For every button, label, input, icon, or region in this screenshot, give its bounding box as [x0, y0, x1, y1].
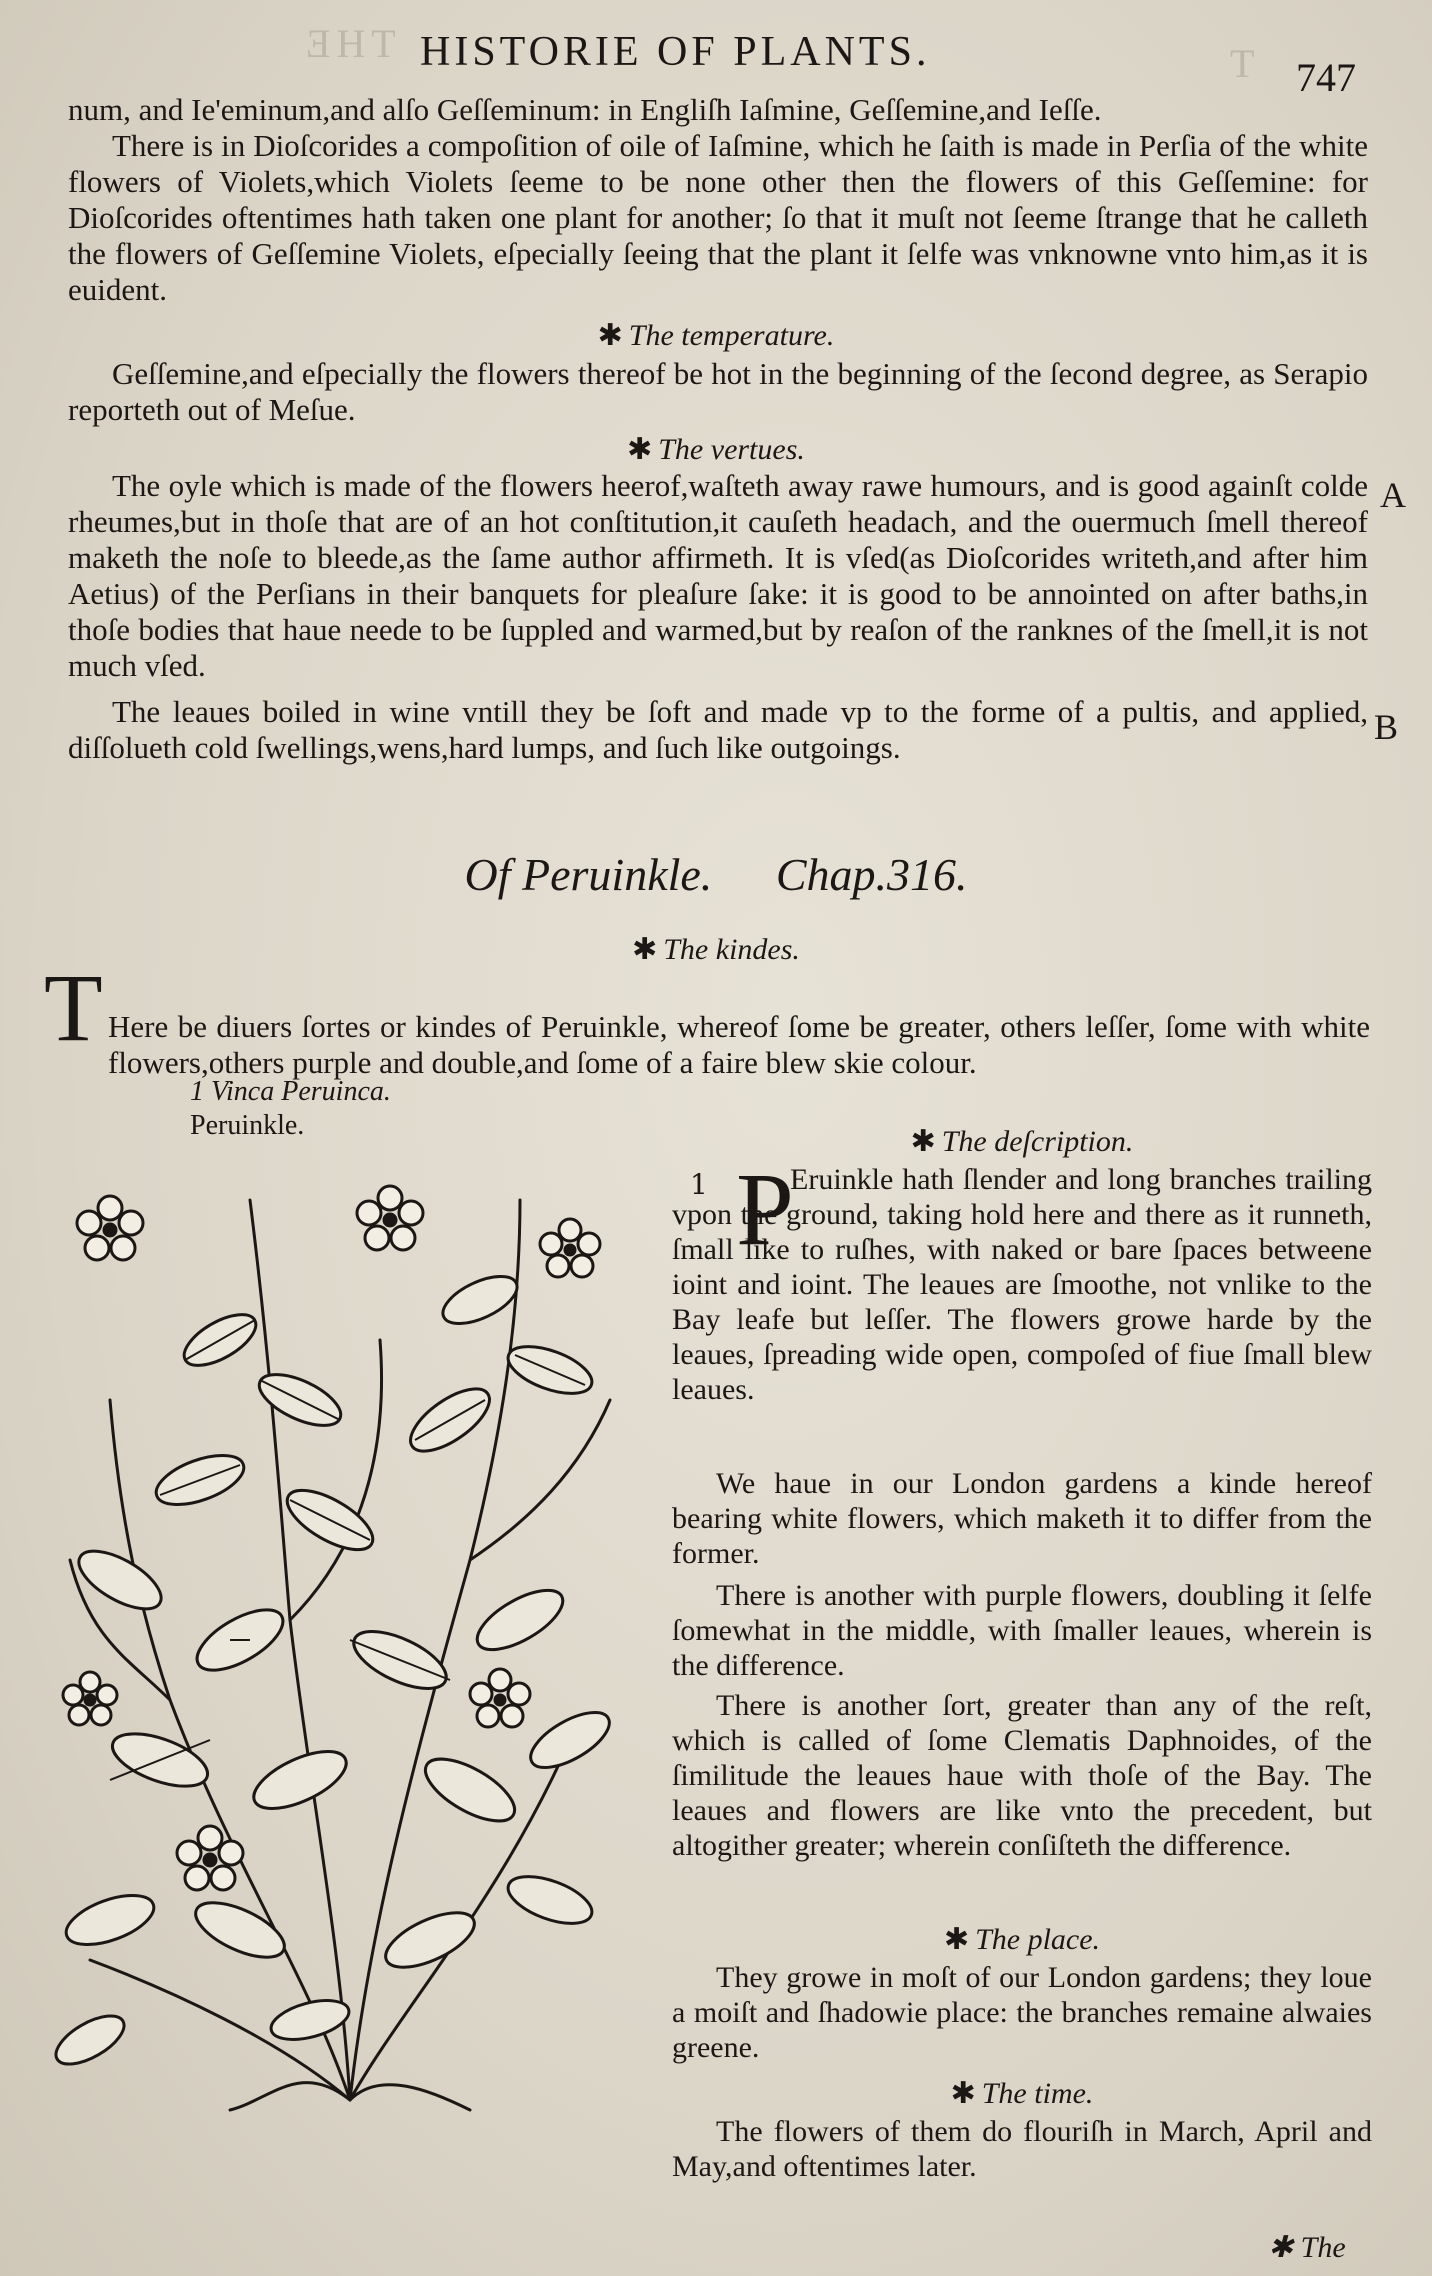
figure-english-name: Peruinkle. — [190, 1110, 305, 1141]
margin-letter-b: B — [1374, 707, 1399, 747]
chapter-title — [0, 848, 1432, 901]
continued-line: num, and Ie'eminum,and alſo Geſſeminum: in Engliſh Iaſmine, Geſſemine,and Ieſſe. — [68, 92, 1102, 127]
vertues-heading: ✱ The vertues. — [627, 433, 805, 466]
margin-letter-a: A — [1380, 475, 1406, 515]
kindes-heading: ✱ The kindes. — [632, 933, 800, 966]
temperature-heading: ✱ The temperature. — [597, 319, 835, 352]
drop-cap-t: T — [44, 954, 103, 1061]
description-paragraph-1: Eruinkle hath ſlender and long branches trailing vpon the ground, taking hold here and there as it runneth, ſmall like to ruſhes, with naked or bare ſpaces betweene ioint and ioint. The leaues are ſmoothe, not vnlike to the Bay leafe but leſſer. The flowers growe harde by the leaues, ſpreading wide open, compoſed of fiue ſmall blew leaues. — [672, 1163, 1372, 1406]
time-heading: ✱ The time. — [950, 2077, 1094, 2110]
vertues-paragraph: The oyle which is made of the flowers heerof,waſteth away rawe humours, and is good againſt colde rheumes,but in thoſe that are of an hot conſtitution,it cauſeth headach, and the ouermuch ſmell thereof maketh the noſe to bleede,as the ſame author affirmeth. It is vſed(as Dioſcorides writeth,and after him Aetius) of the Perſians in their banquets for pleaſure ſake: it is good to be annointed on after baths,in thoſe bodies that haue neede to be ſuppled and warmed,but by reaſon of the ranknes of the ſmell,it is not much vſed. — [68, 468, 1368, 683]
asterisk-icon: ✱ — [627, 433, 653, 466]
asterisk-icon: ✱ — [910, 1125, 936, 1158]
place-heading: ✱ The place. — [943, 1923, 1101, 1956]
asterisk-icon: ✱ — [632, 933, 658, 966]
description-paragraph-3: There is another with purple flowers, doubling it ſelfe ſomewhat in the middle, with ſmaller leaues, wherein is the difference. — [672, 1579, 1372, 1682]
jasmine-oil-paragraph: There is in Dioſcorides a compoſition of oile of Iaſmine, which he ſaith is made in Perſia of the white flowers of Violets,which Violets ſeeme to be none other then the flowers of this Geſſemine: for Dioſcorides oftentimes hath taken one plant for another; ſo that it muſt not ſeeme ſtrange that he calleth the flowers of Geſſemine Violets, eſpecially ſeeing that the plant it ſelfe was vnknowne vnto him,as it is euident. — [68, 128, 1368, 307]
temperature-paragraph: Geſſemine,and eſpecially the flowers thereof be hot in the beginning of the ſecond degree, as Serapio reporteth out of Meſue. — [68, 356, 1368, 427]
figure-latin-name: 1 Vinca Peruinca. — [190, 1076, 391, 1107]
show-through-decoration: THE — [300, 21, 396, 66]
page-number: 747 — [1296, 55, 1356, 100]
page-header — [0, 28, 1432, 100]
leaves-paragraph: The leaues boiled in wine vntill they be ſoft and made vp to the forme of a pultis, and applied, diſſolueth cold ſwellings,wens,hard lumps, and ſuch like outgoings. — [68, 694, 1368, 765]
place-paragraph: They growe in moſt of our London gardens; they loue a moiſt and ſhadowie place: the branches remaine alwaies greene. — [672, 1961, 1372, 2064]
asterisk-icon: ✱ — [943, 1923, 970, 1956]
description-number: 1 — [690, 1168, 708, 1201]
chapter-name: Of Peruinkle. — [464, 849, 713, 900]
time-paragraph: The flowers of them do flouriſh in March, April and May,and oftentimes later. — [672, 2115, 1372, 2183]
asterisk-icon: ✱ — [597, 319, 623, 352]
drop-cap-p: P — [736, 1152, 794, 1267]
chapter-number: Chap.316. — [775, 849, 968, 900]
kindes-paragraph: Here be diuers ſortes or kindes of Peruinkle, whereof ſome be greater, others leſſer, ſome with white flowers,others purple and double,and ſome of a faire blew skie colour. — [108, 1009, 1370, 1080]
description-paragraph-4: There is another ſort, greater than any of the reſt, which is called of ſome Clematis Daphnoides, of the ſimilitude the leaues haue with thoſe of the Bay. The leaues and flowers are like vnto the precedent, but altogither greater; wherein conſiſteth the difference. — [672, 1689, 1372, 1862]
show-through-decoration-2: T — [1230, 41, 1255, 86]
periwinkle-woodcut-illustration — [50, 1140, 640, 2120]
catchword: ✱ The — [1268, 2231, 1346, 2264]
description-paragraph-2: We haue in our London gardens a kinde hereof bearing white flowers, which maketh it to differ from the former. — [672, 1467, 1372, 1570]
description-heading: ✱ The deſcription. — [910, 1125, 1134, 1158]
asterisk-icon: ✱ — [950, 2077, 976, 2110]
asterisk-icon: ✱ — [1268, 2231, 1294, 2264]
figure-caption — [190, 1075, 391, 1143]
running-title: HISTORIE OF PLANTS. — [420, 29, 931, 75]
